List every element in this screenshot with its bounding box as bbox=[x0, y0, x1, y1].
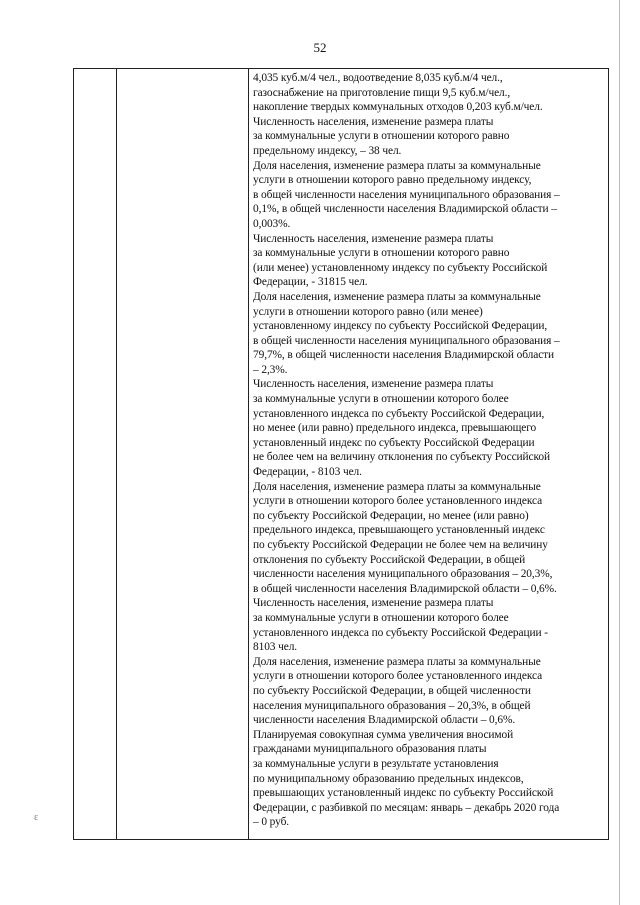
document-table bbox=[73, 68, 609, 840]
table-column-divider-1 bbox=[116, 69, 117, 839]
table-column-divider-2 bbox=[248, 69, 249, 839]
table-cell-text: 4,035 куб.м/4 чел., водоотведение 8,035 куб.м/4 чел., газоснабжение на приготовление пищи 9,5 куб.м/чел., накопление твердых коммунальных отходов 0,203 куб.м/чел. Численность населения, изменение размера платы за коммунальные услуги в отношении которого равно предельному индексу, – 38 чел. Доля населения, изменение размера платы за коммунальные услуги в отношении которого равно предельному индексу, в общей численности населения муниципального образования – 0,1%, в общей численности населения Владимирской области – 0,003%. Численность населения, изменение размера платы за коммунальные услуги в отношении которого равно (или менее) установленному индексу по субъекту Российской Федерации, - 31815 чел. Доля населения, изменение размера платы за коммунальные услуги в отношении которого равно (или менее) установленному индексу по субъекту Российской Федерации, в общей численности населения муниципального образования – 79,7%, в общей численности населения Владимирской области – 2,3%. Численность населения, изменение размера платы за коммунальные услуги в отношении которого более установленного индекса по субъекту Российской Федерации, но менее (или равно) предельного индекса, превышающего установленный индекс по субъекту Российской Федерации не более чем на величину отклонения по субъекту Российской Федерации, - 8103 чел. Доля населения, изменение размера платы за коммунальные услуги в отношении которого более установленного индекса по субъекту Российской Федерации, но менее (или равно) предельного индекса, превышающего установленный индекс по субъекту Российской Федерации не более чем на величину отклонения по субъекту Российской Федерации, в общей численности населения муниципального образования – 20,3%, в общей численности населения Владимирской области – 0,6%. Численность населения, изменение размера платы за коммунальные услуги в отношении которого более установленного индекса по субъекту Российской Федерации - 8103 чел. Доля населения, изменение размера платы за коммунальные услуги в отношении которого более установленного индекса по субъекту Российской Федерации, в общей численности населения муниципального образования – 20,3%, в общей численности населения Владимирской области – 0,6%. Планируемая совокупная сумма увеличения вносимой гражданами муниципального образования платы за коммунальные услуги в результате установления по муниципальному образованию предельных индексов, превышающих установленный индекс по субъекту Российской Федерации, с разбивкой по месяцам: январь – декабрь 2020 года – 0 руб. bbox=[253, 72, 560, 829]
margin-mark: ε bbox=[34, 812, 39, 823]
page-number: 52 bbox=[313, 40, 327, 55]
page-edge-line bbox=[619, 0, 620, 905]
